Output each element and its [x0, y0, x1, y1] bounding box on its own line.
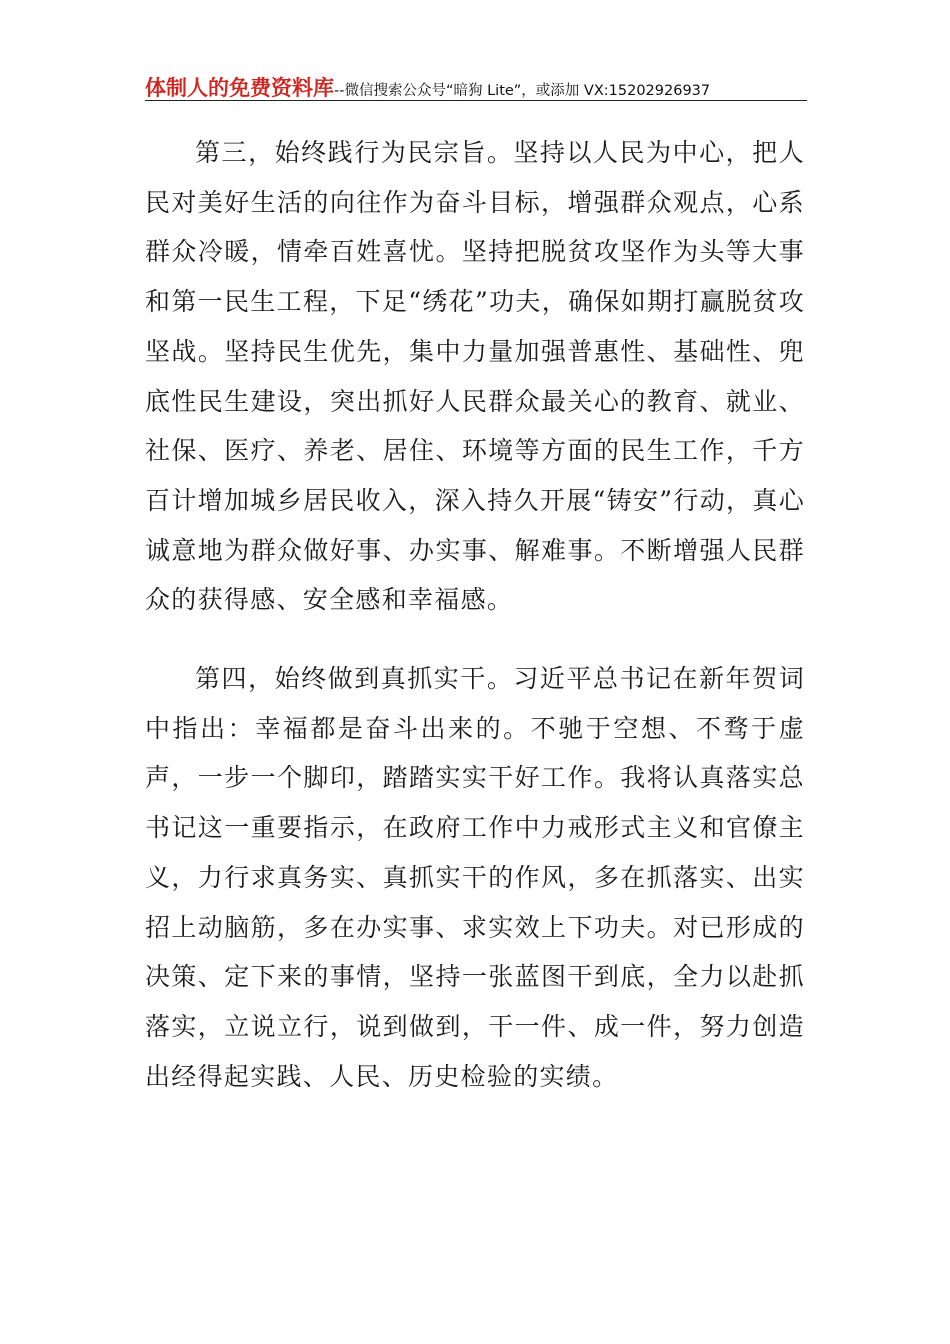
header-tagline: --微信搜索公众号“暗狗 Lite”，或添加 VX:15202926937: [334, 83, 711, 99]
paragraph-third: 第三，始终践行为民宗旨。坚持以人民为中心，把人民对美好生活的向往作为奋斗目标，增强群众观点，心系群众冷暖，情牵百姓喜忧。坚持把脱贫攻坚作为头等大事和第一民生工程，下足“绣花”功夫，确保如期打赢脱贫攻坚战。坚持民生优先，集中力量加强普惠性、基础性、兜底性民生建设，突出抓好人民群众最关心的教育、就业、社保、医疗、养老、居住、环境等方面的民生工作，千方百计增加城乡居民收入，深入持久开展“铸安”行动，真心诚意地为群众做好事、办实事、解难事。不断增强人民群众的获得感、安全感和幸福感。: [145, 138, 805, 615]
header-brand: 体制人的免费资料库: [145, 76, 334, 100]
paragraph-fourth: 第四，始终做到真抓实干。习近平总书记在新年贺词中指出：幸福都是奋斗出来的。不驰于空想、不骛于虚声，一步一个脚印，踏踏实实干好工作。我将认真落实总书记这一重要指示，在政府工作中力戒形式主义和官僚主义，力行求真务实、真抓实干的作风，多在抓落实、出实招上动脑筋，多在办实事、求实效上下功夫。对已形成的决策、定下来的事情，坚持一张蓝图干到底，全力以赴抓落实，立说立行，说到做到，干一件、成一件，努力创造出经得起实践、人民、历史检验的实绩。: [145, 664, 805, 1091]
page-header: [145, 72, 807, 101]
